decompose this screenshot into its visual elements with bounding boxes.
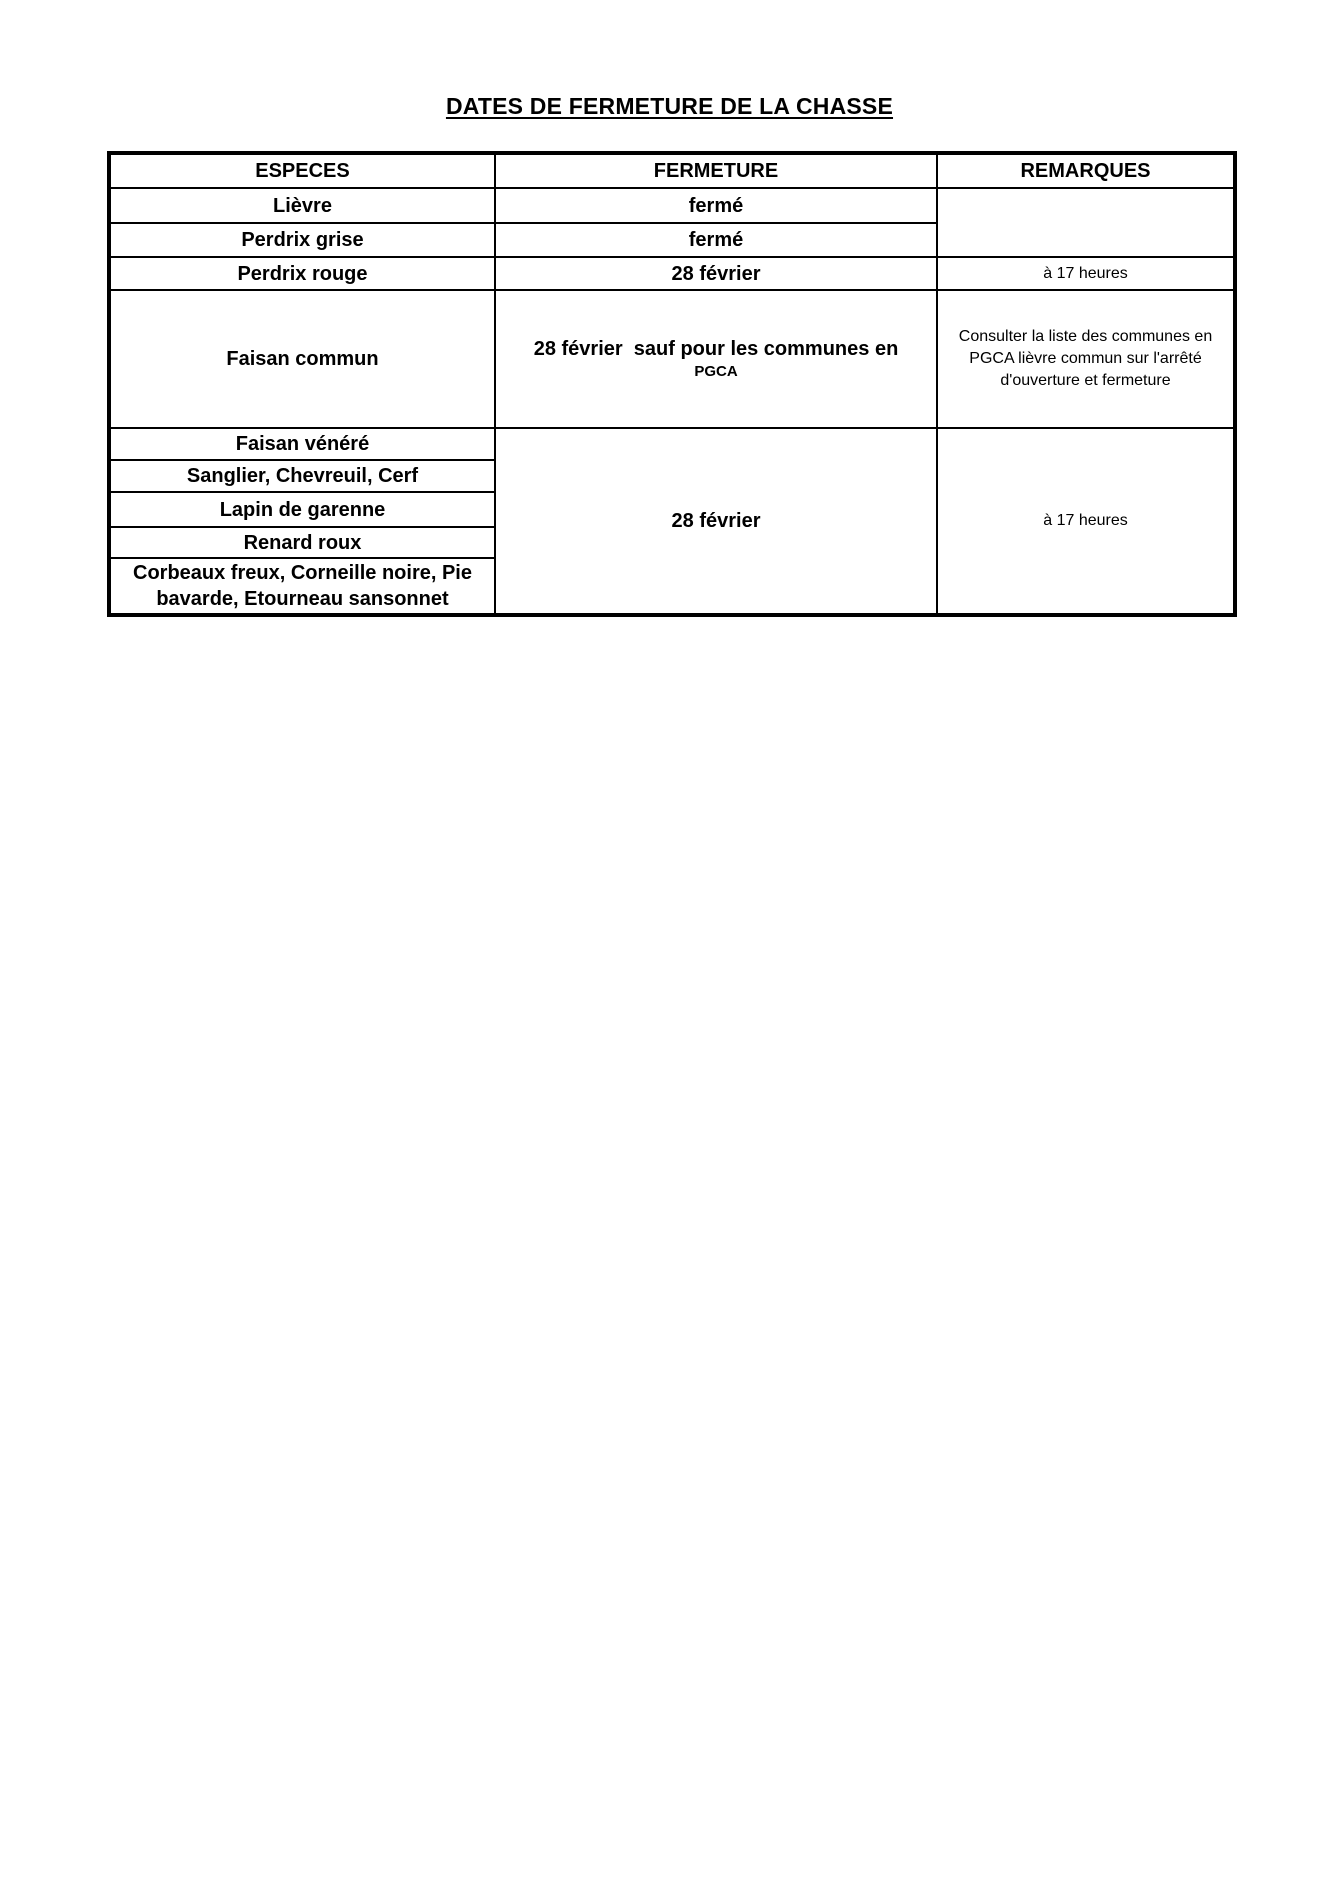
- group-remark-cell: à 17 heures: [937, 428, 1235, 615]
- closing-cell: fermé: [495, 188, 937, 223]
- species-cell: Lapin de garenne: [109, 492, 495, 527]
- table-row: [109, 428, 1235, 460]
- species-cell: Renard roux: [109, 527, 495, 558]
- table-row: [109, 188, 1235, 223]
- species-cell: Lièvre: [109, 188, 495, 223]
- header-species: ESPECES: [109, 153, 495, 188]
- species-cell: Perdrix grise: [109, 223, 495, 257]
- header-remarks: REMARQUES: [937, 153, 1235, 188]
- closing-cell: 28 février: [495, 257, 937, 290]
- closing-sub-text: PGCA: [694, 363, 738, 380]
- remark-cell-empty: [937, 188, 1235, 257]
- closing-main-text: 28 février sauf pour les communes en: [533, 338, 899, 360]
- header-closing: FERMETURE: [495, 153, 937, 188]
- species-cell: Corbeaux freux, Corneille noire, Pie bavarde, Etourneau sansonnet: [109, 558, 495, 615]
- species-cell: Faisan commun: [109, 290, 495, 428]
- species-cell: Sanglier, Chevreuil, Cerf: [109, 460, 495, 492]
- table-row: [109, 257, 1235, 290]
- table-header-row: [109, 153, 1235, 188]
- table-row: [109, 290, 1235, 428]
- hunting-closing-table: [107, 151, 1237, 617]
- closing-cell: [495, 290, 937, 428]
- species-cell: Perdrix rouge: [109, 257, 495, 290]
- species-cell: Faisan vénéré: [109, 428, 495, 460]
- closing-cell: fermé: [495, 223, 937, 257]
- page-title: DATES DE FERMETURE DE LA CHASSE: [445, 93, 894, 119]
- remark-cell: à 17 heures: [937, 257, 1235, 290]
- group-closing-cell: 28 février: [495, 428, 937, 615]
- remark-cell: Consulter la liste des communes en PGCA lièvre commun sur l'arrêté d'ouverture et fermeture: [937, 290, 1235, 428]
